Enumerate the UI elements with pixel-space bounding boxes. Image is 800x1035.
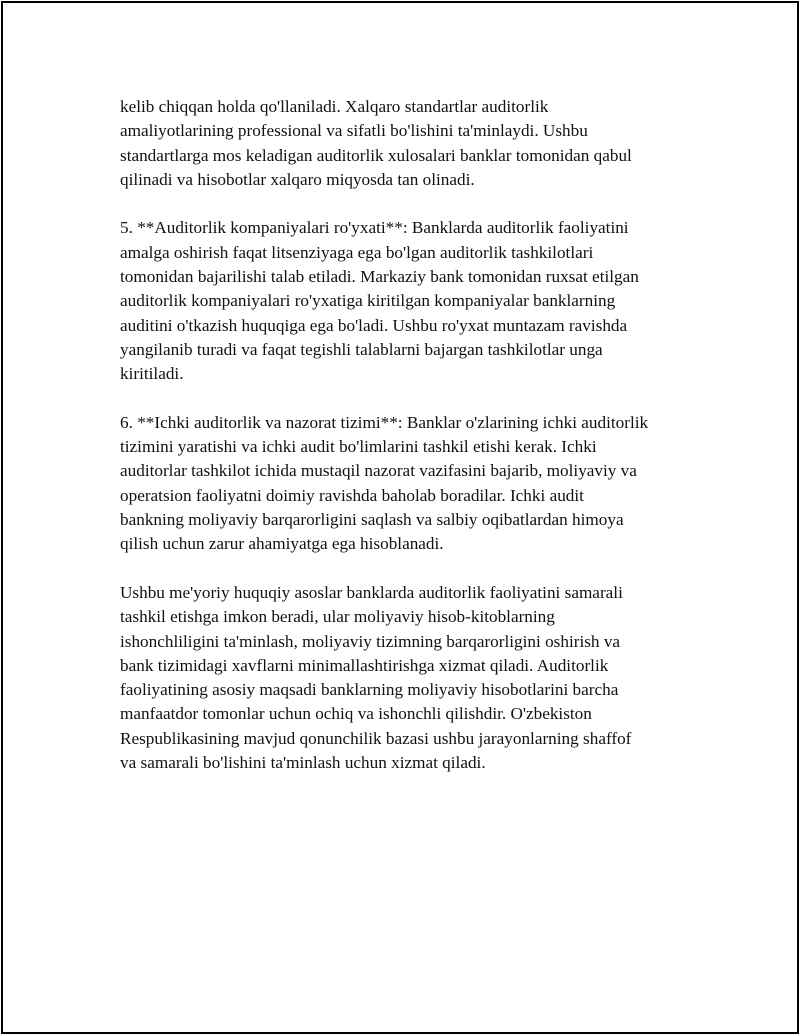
text-line: standartlarga mos keladigan auditorlik xulosalari banklar tomonidan qabul (120, 145, 632, 165)
text-line: amalga oshirish faqat litsenziyaga ega bo'lgan auditorlik tashkilotlari (120, 242, 594, 262)
text-line: operatsion faoliyatni doimiy ravishda baholab boradilar. Ichki audit (120, 485, 584, 505)
text-line: kiritiladi. (120, 364, 184, 384)
text-line: Respublikasining mavjud qonunchilik bazasi ushbu jarayonlarning shaffof (120, 728, 632, 748)
paragraph-internal-audit-system (120, 411, 710, 557)
text-line: tashkil etishga imkon beradi, ular moliyaviy hisob-kitoblarning (120, 607, 555, 627)
text-line: ishonchliligini ta'minlash, moliyaviy tizimning barqarorligini oshirish va (120, 631, 621, 651)
text-line: yangilanib turadi va faqat tegishli talablarni bajargan tashkilotlar unga (120, 339, 603, 359)
text-line: bank tizimidagi xavflarni minimallashtirishga xizmat qiladi. Auditorlik (120, 655, 609, 675)
text-line: 5. **Auditorlik kompaniyalari ro'yxati**: Banklarda auditorlik faoliyatini (120, 218, 629, 238)
paragraph-audit-companies-list (120, 216, 710, 386)
text-line: qilish uchun zarur ahamiyatga ega hisoblanadi. (120, 534, 444, 554)
text-line: bankning moliyaviy barqarorligini saqlash va salbiy oqibatlardan himoya (120, 510, 624, 530)
text-line: tizimini yaratishi va ichki audit bo'limlarini tashkil etishi kerak. Ichki (120, 437, 597, 457)
text-line: amaliyotlarining professional va sifatli bo'lishini ta'minlaydi. Ushbu (120, 121, 588, 141)
text-line: faoliyatining asosiy maqsadi banklarning moliyaviy hisobotlarini barcha (120, 680, 619, 700)
text-line: qilinadi va hisobotlar xalqaro miqyosda tan olinadi. (120, 169, 475, 189)
text-line: Ushbu me'yoriy huquqiy asoslar banklarda auditorlik faoliyatini samarali (120, 582, 623, 602)
paragraph-continuation (120, 95, 710, 192)
text-line: kelib chiqqan holda qo'llaniladi. Xalqaro standartlar auditorlik (120, 97, 549, 116)
document-page (1, 1, 799, 1034)
text-line: tomonidan bajarilishi talab etiladi. Markaziy bank tomonidan ruxsat etilgan (120, 267, 639, 287)
text-line: va samarali bo'lishini ta'minlash uchun xizmat qiladi. (120, 753, 486, 773)
text-line: auditini o'tkazish huquqiga ega bo'ladi. Ushbu ro'yxat muntazam ravishda (120, 315, 628, 335)
text-line: auditorlar tashkilot ichida mustaqil nazorat vazifasini bajarib, moliyaviy va (120, 461, 637, 481)
text-line: 6. **Ichki auditorlik va nazorat tizimi**: Banklar o'zlarining ichki auditorlik (120, 412, 649, 432)
paragraph-conclusion (120, 581, 710, 775)
text-line: manfaatdor tomonlar uchun ochiq va ishonchli qilishdir. O'zbekiston (120, 704, 592, 724)
document-body (120, 95, 710, 800)
text-line: auditorlik kompaniyalari ro'yxatiga kiritilgan kompaniyalar banklarning (120, 291, 616, 311)
